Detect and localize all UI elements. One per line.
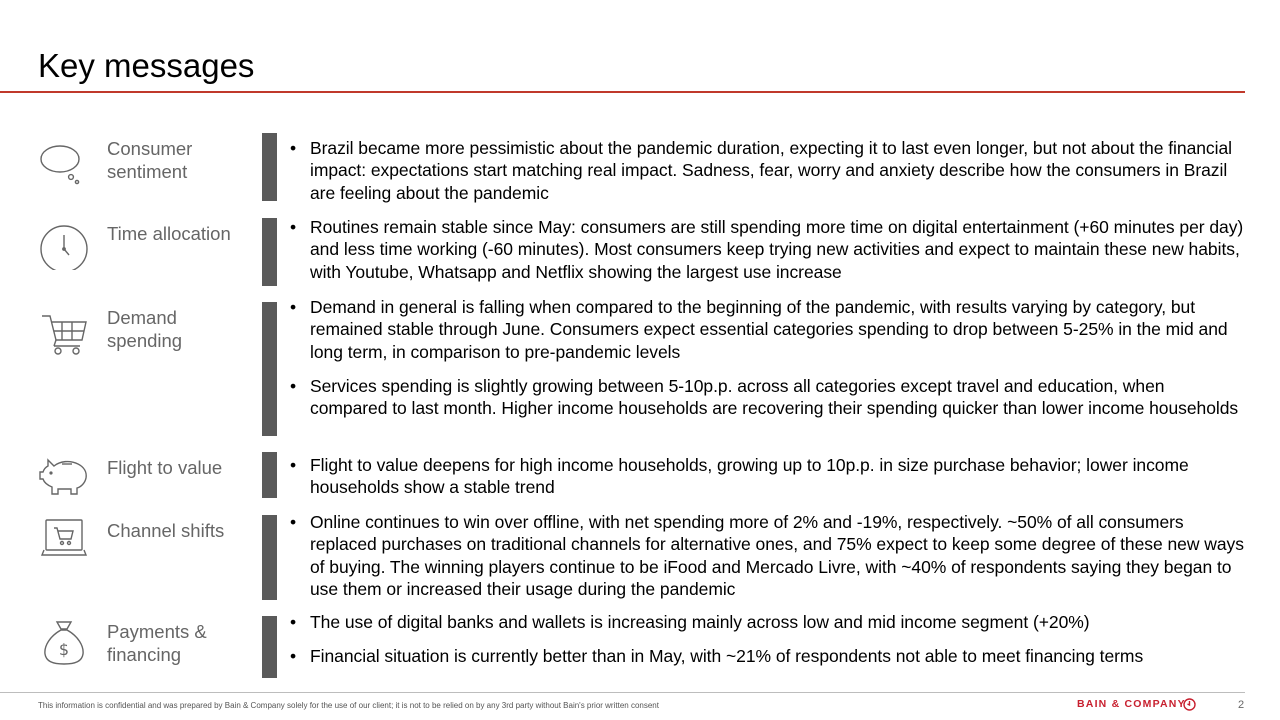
row-label: Flight to value: [107, 457, 223, 478]
row-bar: [262, 515, 277, 600]
money-bag-icon: [38, 618, 90, 666]
row-label: Time allocation: [107, 223, 231, 244]
row-bar: [262, 616, 277, 678]
row-label: Payments & financing: [107, 621, 207, 665]
bullet-text: • Routines remain stable since May: consumers are still spending more time on digital entertainment (+60 minutes per day) and less time working (-60 minutes). Most consumers keep trying new activities and expect to maintain these new habits, with Youtube, Whatsapp and Netflix showing the largest use increase: [290, 216, 1245, 283]
bullet-text: • Flight to value deepens for high income households, growing up to 10p.p. in size purchase behavior; lower income households show a stable trend: [290, 454, 1245, 499]
row-bullets: [290, 296, 1245, 419]
row-label: Demand spending: [107, 307, 183, 351]
row-bullets: [290, 454, 1245, 499]
page-title: Key messages: [38, 47, 255, 84]
row-bar: [262, 133, 277, 201]
title-divider: [0, 91, 1245, 93]
footer-divider: [0, 692, 1245, 693]
brand-mark-icon: [1183, 698, 1196, 711]
bullet-text: • Brazil became more pessimistic about the pandemic duration, expecting it to last even longer, but not about the financial impact: expectations start matching real impact. Sadness, fear, worry and anxiety describe how the consumers in Brazil are feeling about the pandemic: [290, 137, 1245, 204]
page-number: 2: [1238, 699, 1245, 711]
bullet-text: • Demand in general is falling when compared to the beginning of the pandemic, with results varying by category, but remained stable through June. Consumers expect essential categories spending to drop between 5-25% in the mid and long term, in comparison to pre-pandemic levels: [290, 296, 1245, 363]
bullet-text: • The use of digital banks and wallets is increasing mainly across low and mid income segment (+20%): [290, 611, 1245, 633]
clock-icon: [38, 222, 90, 270]
piggy-bank-icon: [38, 452, 90, 500]
row-label: Consumer sentiment: [107, 138, 193, 182]
svg-text:$: $: [58, 640, 70, 659]
row-label: Channel shifts: [107, 520, 225, 541]
speech-bubble-icon: [38, 139, 90, 187]
row-bar: [262, 218, 277, 286]
row-bullets: [290, 611, 1245, 668]
bullet-text: • Online continues to win over offline, with net spending more of 2% and -19%, respectively. ~50% of all consumers replaced purchases on traditional channels for alternative ones, and 75% expect to keep some degree of these new ways of buying. The winning players continue to be iFood and Mercado Livre, with ~40% of respondents saying they began to use them or increased their usage during the pandemic: [290, 511, 1245, 600]
confidentiality-note: This information is confidential and was prepared by Bain & Company solely for the use of our client; it is not to be relied on by any 3rd party without Bain's prior written consent: [38, 701, 659, 710]
laptop-cart-icon: [38, 517, 90, 565]
shopping-cart-icon: [38, 310, 90, 358]
row-bullets: [290, 511, 1245, 600]
row-bullets: [290, 137, 1245, 204]
bullet-text: • Financial situation is currently better than in May, with ~21% of respondents not able to meet financing terms: [290, 645, 1245, 667]
row-bar: [262, 302, 277, 436]
bullet-text: • Services spending is slightly growing between 5-10p.p. across all categories except travel and education, when compared to last month. Higher income households are recovering their spending quicker than lower income households: [290, 375, 1245, 420]
row-bar: [262, 452, 277, 498]
brand-logo: BAIN & COMPANY: [1077, 698, 1186, 710]
row-bullets: [290, 216, 1245, 283]
